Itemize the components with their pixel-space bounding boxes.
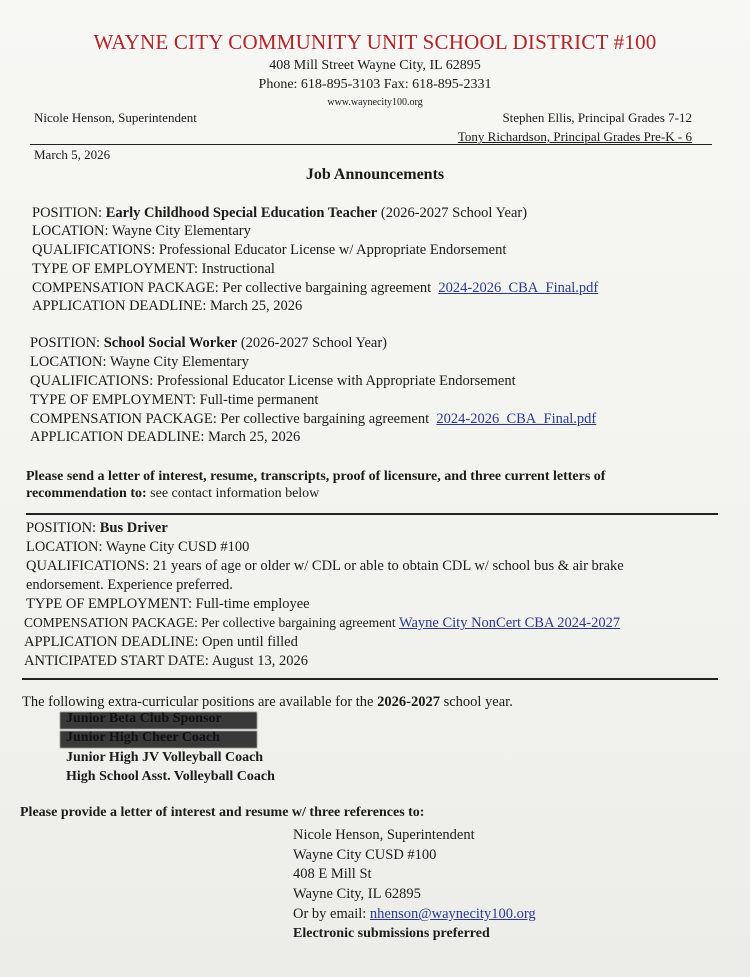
certified-instructions-line-2 (26, 486, 319, 502)
bus-driver-location: LOCATION: Wayne City CUSD #100 (26, 539, 250, 555)
instructions-bold: recommendation to: (26, 486, 147, 501)
position-2-employment-type: TYPE OF EMPLOYMENT: Full-time permanent (30, 392, 319, 408)
bus-driver-qualifications-2: endorsement. Experience preferred. (26, 577, 233, 593)
noncert-cba-link[interactable]: Wayne City NonCert CBA 2024-2027 (398, 615, 621, 631)
bus-driver-title-line (26, 520, 168, 537)
letterhead-divider (30, 144, 712, 145)
contact-name: Nicole Henson, Superintendent (293, 827, 475, 843)
compensation-text: COMPENSATION PACKAGE: Per collective bargaining agreement (24, 615, 396, 630)
contact-email-line (293, 906, 536, 923)
position-1-employment-type: TYPE OF EMPLOYMENT: Instructional (32, 261, 275, 277)
superintendent-name: Nicole Henson, Superintendent (34, 110, 197, 125)
position-1-deadline: APPLICATION DEADLINE: March 25, 2026 (32, 298, 303, 314)
extracurricular-item: Junior Beta Club Sponsor (66, 711, 222, 726)
phone-fax: Phone: 618-895-3103 Fax: 618-895-2331 (258, 77, 492, 92)
bus-driver-start-date: ANTICIPATED START DATE: August 13, 2026 (24, 653, 308, 669)
position-title: Bus Driver (99, 520, 168, 536)
email-link[interactable]: nhenson@waynecity100.org (369, 906, 536, 922)
position-suffix: (2026-2027 School Year) (240, 335, 388, 351)
position-1-title-line (32, 205, 527, 222)
extracurricular-intro (22, 694, 513, 711)
page-heading: Job Announcements (305, 166, 445, 183)
compensation-text: COMPENSATION PACKAGE: Per collective bargaining agreement (32, 280, 432, 296)
certified-instructions-line-1: Please send a letter of interest, resume, transcripts, proof of licensure, and three current letters of (26, 469, 606, 484)
bus-driver-employment-type: TYPE OF EMPLOYMENT: Full-time employee (26, 596, 310, 612)
position-2-compensation-line (30, 411, 596, 428)
principal-prek-6: Tony Richardson, Principal Grades Pre-K - 6 (457, 129, 692, 144)
instructions-regular: see contact information below (150, 486, 320, 501)
position-2-qualifications: QUALIFICATIONS: Professional Educator License with Appropriate Endorsement (30, 373, 516, 389)
principal-7-12: Stephen Ellis, Principal Grades 7-12 (502, 110, 692, 125)
contact-org: Wayne City CUSD #100 (293, 847, 437, 863)
intro-suffix: school year. (443, 694, 513, 710)
email-prefix: Or by email: (293, 906, 367, 922)
position-suffix: (2026-2027 School Year) (380, 205, 528, 221)
street-address: 408 Mill Street Wayne City, IL 62895 (269, 58, 481, 73)
bus-driver-compensation-line (24, 615, 620, 632)
bus-driver-deadline: APPLICATION DEADLINE: Open until filled (24, 634, 298, 650)
position-1-compensation-line (32, 280, 598, 297)
contact-street: 408 E Mill St (293, 866, 372, 882)
contact-note: Electronic submissions preferred (293, 926, 490, 941)
position-1-qualifications: QUALIFICATIONS: Professional Educator License w/ Appropriate Endorsement (32, 242, 507, 258)
position-2-location: LOCATION: Wayne City Elementary (30, 354, 249, 370)
position-1-location: LOCATION: Wayne City Elementary (32, 223, 251, 239)
section-divider (26, 513, 718, 515)
compensation-text: COMPENSATION PACKAGE: Per collective bargaining agreement (30, 411, 430, 427)
bus-driver-qualifications-1: QUALIFICATIONS: 21 years of age or older w/ CDL or able to obtain CDL w/ school bus & air brake (26, 558, 624, 574)
contact-instruction: Please provide a letter of interest and resume w/ three references to: (20, 805, 425, 820)
extracurricular-item: Junior High Cheer Coach (66, 730, 220, 745)
document-date: March 5, 2026 (34, 147, 111, 162)
position-label: POSITION: (26, 520, 97, 536)
position-2-deadline: APPLICATION DEADLINE: March 25, 2026 (30, 429, 301, 445)
position-2-title-line (30, 335, 387, 352)
extracurricular-item: Junior High JV Volleyball Coach (66, 750, 264, 765)
cba-pdf-link[interactable]: 2024-2026_CBA_Final.pdf (436, 411, 597, 427)
extracurricular-item: High School Asst. Volleyball Coach (66, 769, 275, 784)
cba-pdf-link[interactable]: 2024-2026_CBA_Final.pdf (438, 280, 599, 296)
section-divider (22, 678, 718, 680)
district-name: WAYNE CITY COMMUNITY UNIT SCHOOL DISTRICT #100 (93, 30, 657, 54)
position-title: Early Childhood Special Education Teacher (105, 205, 378, 221)
website: www.waynecity100.org (327, 97, 423, 108)
position-title: School Social Worker (103, 335, 238, 351)
position-label: POSITION: (30, 335, 101, 351)
position-label: POSITION: (32, 205, 103, 221)
contact-city: Wayne City, IL 62895 (293, 886, 421, 902)
intro-year: 2026-2027 (377, 694, 440, 710)
intro-prefix: The following extra-curricular positions are available for the (22, 694, 374, 710)
